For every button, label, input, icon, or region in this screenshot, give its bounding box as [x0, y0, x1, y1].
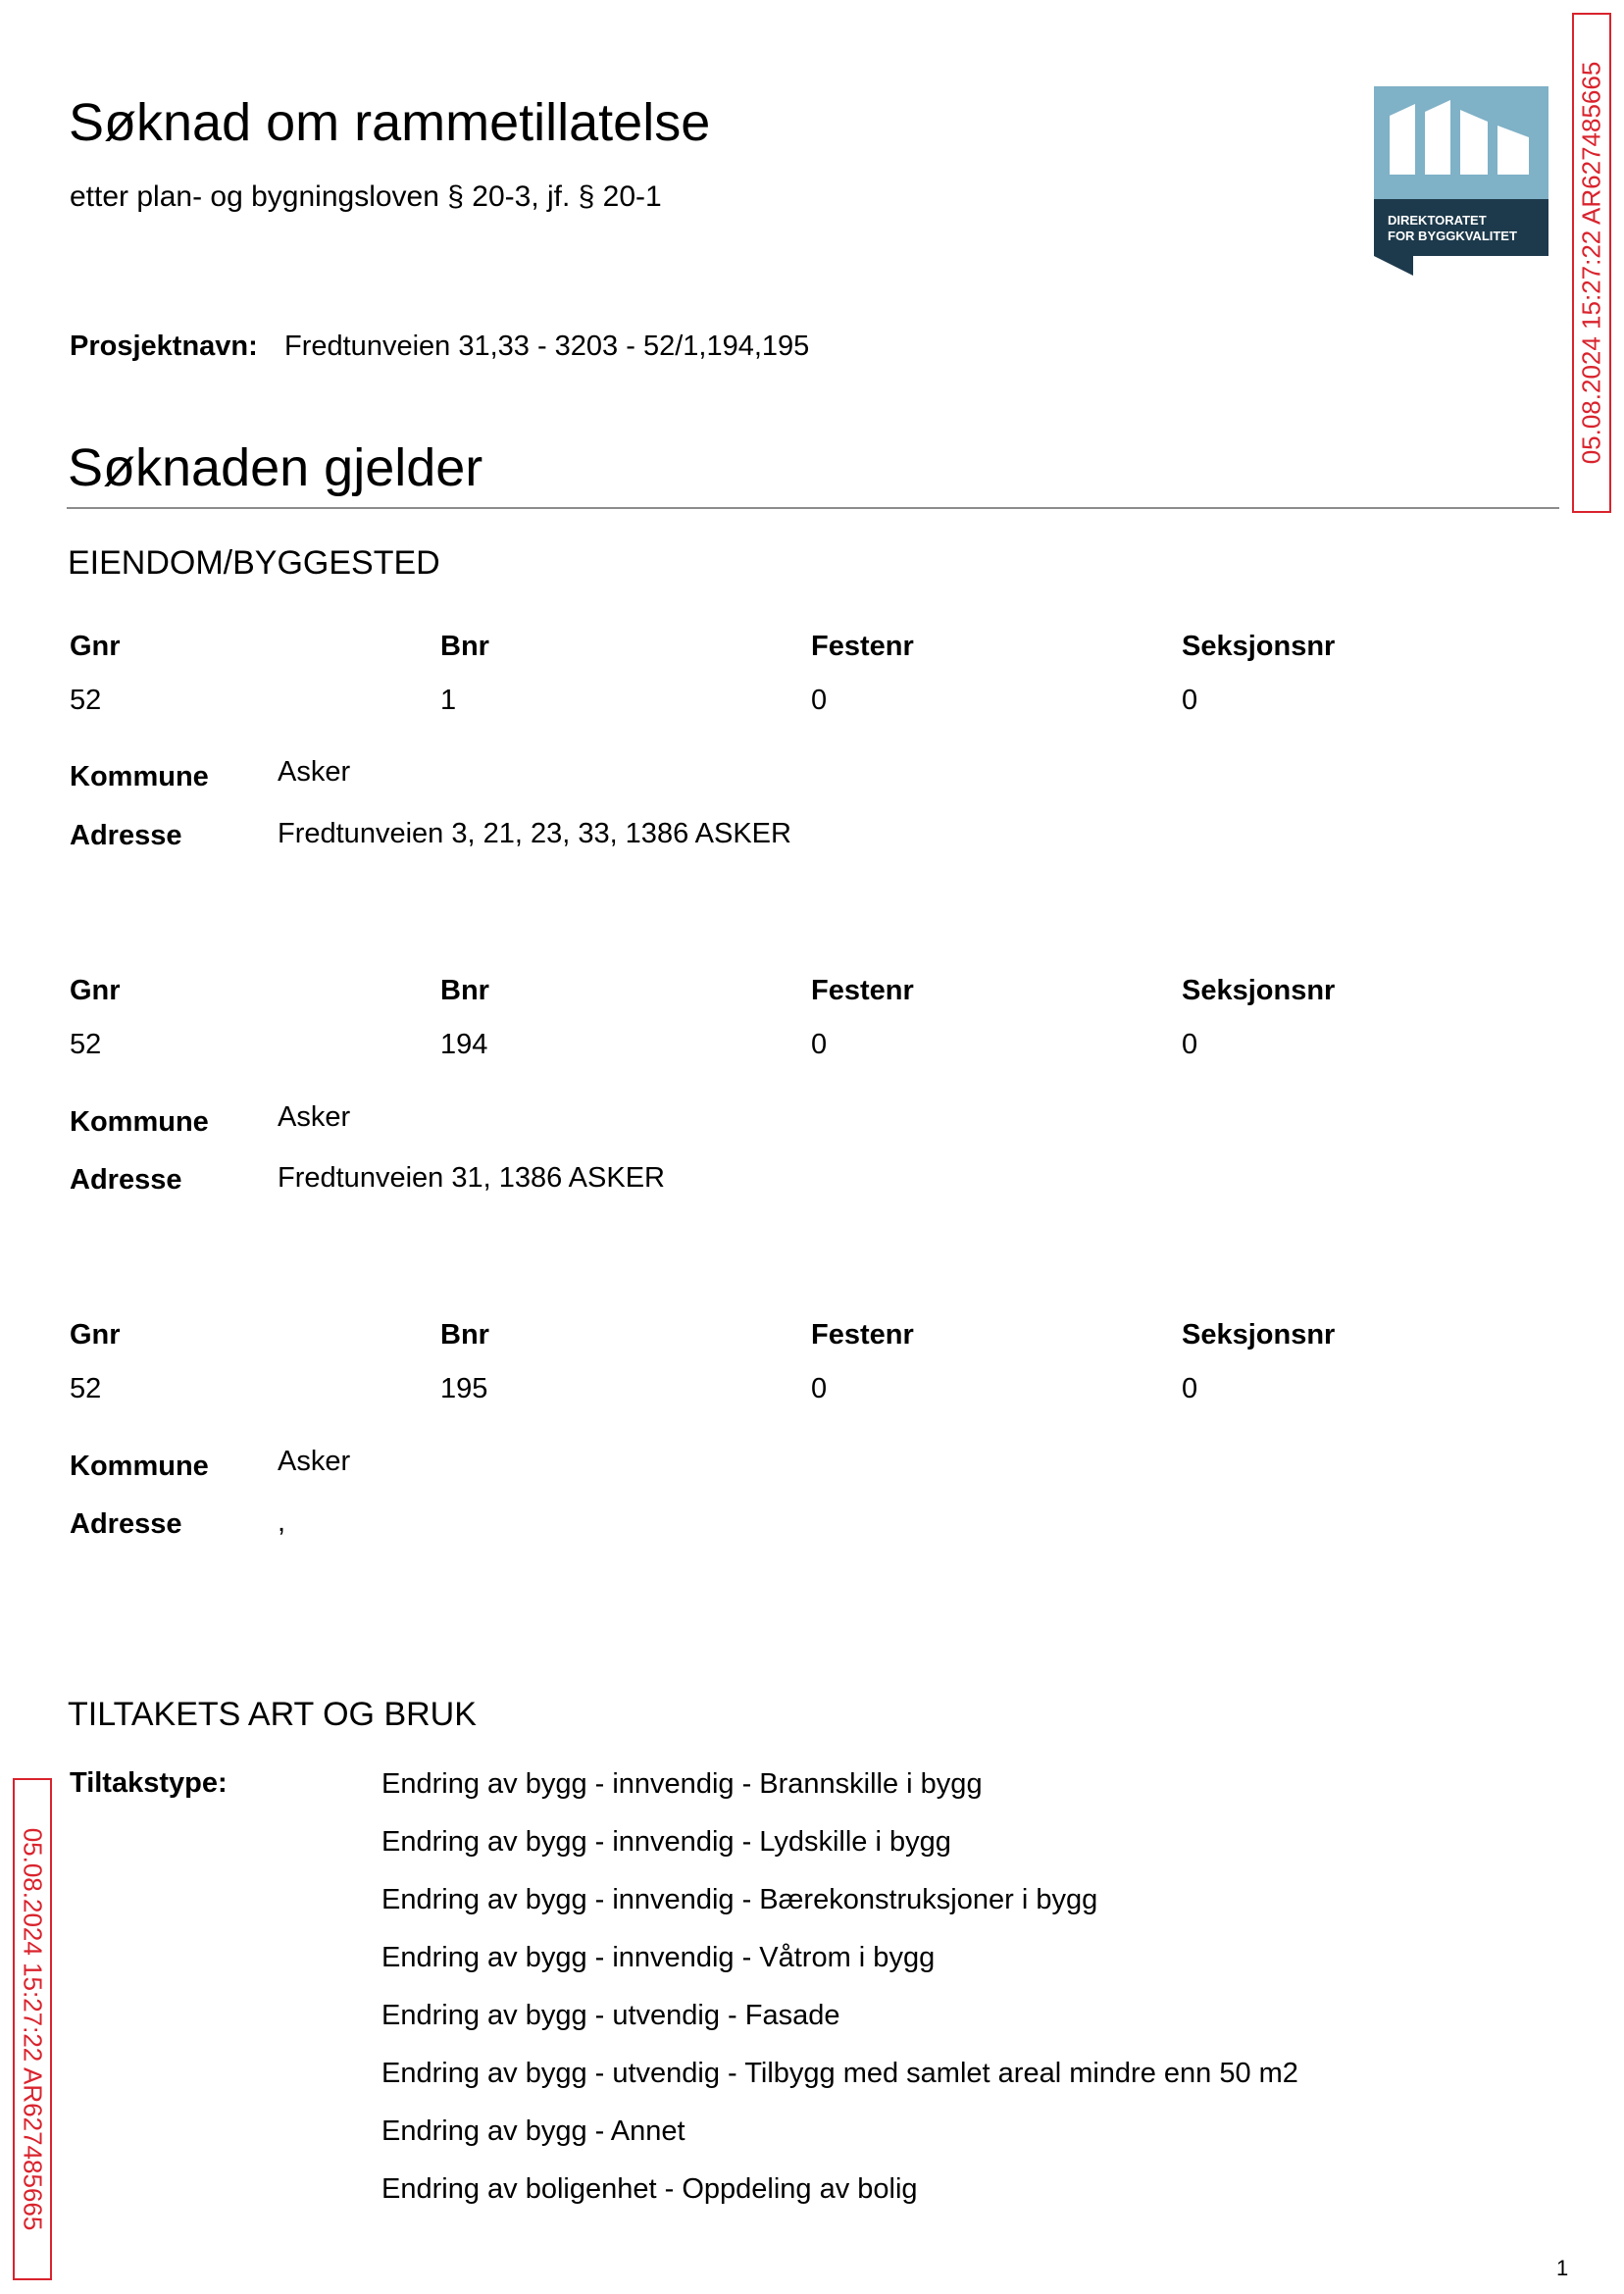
adresse-label: Adresse: [70, 1508, 182, 1540]
tiltakstype-item: Endring av boligenhet - Oppdeling av bolig: [381, 2173, 918, 2205]
project-name-value: Fredtunveien 31,33 - 3203 - 52/1,194,195: [284, 331, 810, 362]
dibk-logo: [1374, 86, 1548, 276]
column-header-festenr: Festenr: [811, 1319, 914, 1351]
kommune-label: Kommune: [70, 1451, 209, 1482]
stamp-text: 05.08.2024 15:27:22 AR627485665: [18, 1827, 48, 2231]
column-header-seksjonsnr: Seksjonsnr: [1182, 631, 1336, 662]
column-header-festenr: Festenr: [811, 975, 914, 1006]
timestamp-stamp-right: [1572, 13, 1611, 513]
document-title: Søknad om rammetillatelse: [69, 93, 711, 152]
property-subheading: EIENDOM/BYGGESTED: [68, 544, 440, 582]
section-heading: Søknaden gjelder: [68, 438, 483, 497]
kommune-value: Asker: [278, 1446, 351, 1477]
kommune-label: Kommune: [70, 761, 209, 792]
gnr-value: 52: [70, 1373, 102, 1404]
timestamp-stamp-left: [13, 1778, 52, 2280]
column-header-gnr: Gnr: [70, 975, 121, 1006]
stamp-text: 05.08.2024 15:27:22 AR627485665: [1576, 61, 1606, 465]
project-name-label: Prosjektnavn:: [70, 331, 258, 362]
seksjonsnr-value: 0: [1182, 685, 1198, 716]
column-header-festenr: Festenr: [811, 631, 914, 662]
tiltakstype-label: Tiltakstype:: [70, 1767, 228, 1799]
kommune-label: Kommune: [70, 1106, 209, 1138]
adresse-value: ,: [278, 1506, 286, 1538]
bnr-value: 194: [440, 1029, 488, 1060]
column-header-bnr: Bnr: [440, 1319, 489, 1351]
kommune-value: Asker: [278, 756, 351, 788]
tiltakstype-item: Endring av bygg - Annet: [381, 2116, 685, 2147]
bnr-value: 195: [440, 1373, 488, 1404]
tiltakstype-item: Endring av bygg - innvendig - Lydskille i bygg: [381, 1826, 951, 1858]
column-header-bnr: Bnr: [440, 975, 489, 1006]
festenr-value: 0: [811, 1373, 828, 1404]
seksjonsnr-value: 0: [1182, 1029, 1198, 1060]
festenr-value: 0: [811, 1029, 828, 1060]
logo-text-line1: DIREKTORATET: [1388, 213, 1487, 228]
tiltakstype-item: Endring av bygg - innvendig - Bærekonstruksjoner i bygg: [381, 1884, 1098, 1915]
column-header-seksjonsnr: Seksjonsnr: [1182, 975, 1336, 1006]
column-header-gnr: Gnr: [70, 1319, 121, 1351]
column-header-gnr: Gnr: [70, 631, 121, 662]
seksjonsnr-value: 0: [1182, 1373, 1198, 1404]
tiltakstype-item: Endring av bygg - innvendig - Våtrom i bygg: [381, 1942, 936, 1973]
section-divider: [67, 507, 1559, 509]
kommune-value: Asker: [278, 1101, 351, 1133]
adresse-value: Fredtunveien 31, 1386 ASKER: [278, 1162, 665, 1194]
tiltakstype-item: Endring av bygg - innvendig - Brannskille i bygg: [381, 1768, 983, 1800]
gnr-value: 52: [70, 1029, 102, 1060]
bnr-value: 1: [440, 685, 457, 716]
adresse-label: Adresse: [70, 820, 182, 851]
tiltakstype-item: Endring av bygg - utvendig - Tilbygg med samlet areal mindre enn 50 m2: [381, 2058, 1298, 2089]
tiltakstype-list: [381, 1767, 1298, 2230]
document-subtitle: etter plan- og bygningsloven § 20-3, jf. § 20-1: [70, 180, 662, 213]
tiltak-subheading: TILTAKETS ART OG BRUK: [68, 1696, 477, 1733]
page-number: 1: [1556, 2256, 1569, 2280]
adresse-label: Adresse: [70, 1164, 182, 1196]
adresse-value: Fredtunveien 3, 21, 23, 33, 1386 ASKER: [278, 818, 791, 849]
festenr-value: 0: [811, 685, 828, 716]
column-header-bnr: Bnr: [440, 631, 489, 662]
logo-text-line2: FOR BYGGKVALITET: [1388, 229, 1517, 243]
gnr-value: 52: [70, 685, 102, 716]
column-header-seksjonsnr: Seksjonsnr: [1182, 1319, 1336, 1351]
tiltakstype-item: Endring av bygg - utvendig - Fasade: [381, 2000, 840, 2031]
